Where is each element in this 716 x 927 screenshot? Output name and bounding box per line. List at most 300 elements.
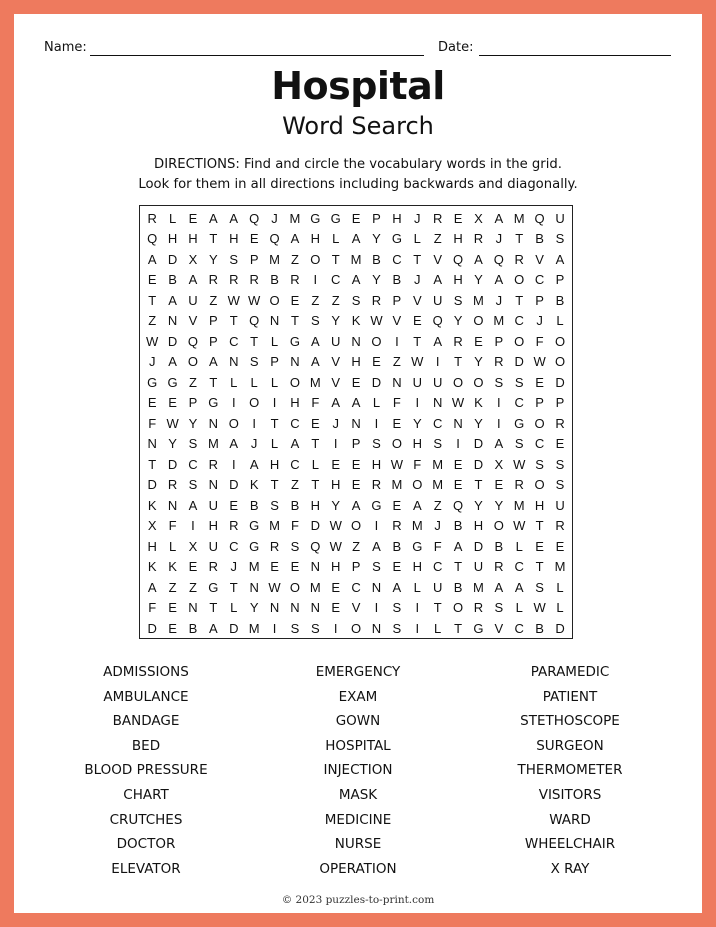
grid-letter[interactable]: H — [473, 518, 484, 534]
grid-letter[interactable]: Q — [249, 210, 260, 226]
grid-letter[interactable]: D — [229, 620, 239, 636]
grid-letter[interactable]: Z — [189, 579, 197, 595]
grid-letter[interactable]: O — [187, 354, 199, 370]
grid-letter[interactable]: E — [351, 456, 361, 472]
grid-letter[interactable]: L — [250, 374, 258, 390]
grid-letter[interactable]: I — [333, 436, 338, 452]
grid-letter[interactable]: N — [269, 600, 280, 616]
grid-letter[interactable]: S — [514, 374, 524, 390]
grid-letter[interactable]: E — [392, 415, 402, 431]
grid-letter[interactable]: W — [329, 538, 342, 554]
grid-letter[interactable]: A — [453, 538, 463, 554]
grid-letter[interactable]: N — [290, 600, 300, 616]
grid-letter[interactable]: Z — [168, 579, 177, 595]
grid-letter[interactable]: P — [535, 395, 544, 411]
grid-letter[interactable]: H — [412, 559, 422, 575]
grid-letter[interactable]: R — [494, 354, 504, 370]
grid-letter[interactable]: E — [453, 456, 463, 472]
grid-letter[interactable]: T — [413, 251, 422, 267]
grid-letter[interactable]: B — [392, 538, 402, 554]
grid-letter[interactable]: A — [392, 579, 402, 595]
grid-letter[interactable]: G — [473, 620, 484, 636]
grid-letter[interactable]: I — [191, 518, 195, 534]
grid-letter[interactable]: M — [309, 374, 321, 390]
grid-letter[interactable]: M — [473, 579, 484, 595]
grid-letter[interactable]: M — [493, 313, 505, 329]
grid-letter[interactable]: N — [269, 313, 280, 329]
grid-letter[interactable]: N — [249, 579, 259, 595]
grid-letter[interactable]: A — [433, 272, 442, 288]
grid-letter[interactable]: P — [209, 333, 218, 349]
grid-letter[interactable]: J — [148, 354, 156, 370]
grid-letter[interactable]: Q — [432, 313, 443, 329]
grid-letter[interactable]: H — [310, 231, 321, 247]
grid-letter[interactable]: Z — [290, 477, 299, 493]
grid-letter[interactable]: S — [270, 497, 279, 513]
grid-letter[interactable]: T — [311, 477, 320, 493]
grid-letter[interactable]: Y — [331, 497, 341, 513]
grid-letter[interactable]: G — [391, 231, 402, 247]
grid-letter[interactable]: Z — [189, 374, 197, 390]
grid-letter[interactable]: G — [289, 333, 300, 349]
grid-letter[interactable]: S — [433, 436, 442, 452]
grid-letter[interactable]: F — [311, 395, 320, 411]
grid-letter[interactable]: W — [329, 518, 342, 534]
grid-letter[interactable]: E — [249, 231, 259, 247]
grid-letter[interactable]: R — [371, 477, 382, 493]
grid-letter[interactable]: S — [290, 538, 300, 554]
grid-letter[interactable]: T — [148, 292, 157, 308]
grid-letter[interactable]: T — [474, 477, 483, 493]
grid-letter[interactable]: L — [556, 579, 564, 595]
grid-letter[interactable]: S — [494, 600, 504, 616]
grid-letter[interactable]: F — [413, 456, 422, 472]
grid-letter[interactable]: B — [249, 497, 259, 513]
grid-letter[interactable]: B — [168, 272, 177, 288]
grid-letter[interactable]: L — [434, 620, 442, 636]
grid-letter[interactable]: Q — [249, 313, 260, 329]
grid-letter[interactable]: E — [351, 210, 361, 226]
grid-letter[interactable]: X — [188, 538, 198, 554]
name-line[interactable] — [90, 55, 424, 56]
grid-letter[interactable]: D — [167, 333, 178, 349]
grid-letter[interactable]: E — [392, 497, 402, 513]
grid-letter[interactable]: M — [554, 559, 566, 575]
grid-letter[interactable]: F — [535, 333, 544, 349]
grid-letter[interactable]: I — [231, 456, 236, 472]
grid-letter[interactable]: C — [534, 272, 545, 288]
grid-letter[interactable]: G — [249, 538, 260, 554]
grid-letter[interactable]: N — [310, 559, 321, 575]
grid-letter[interactable]: O — [514, 272, 525, 288]
grid-letter[interactable]: A — [433, 333, 442, 349]
grid-letter[interactable]: I — [374, 518, 379, 534]
grid-letter[interactable]: G — [514, 415, 525, 431]
grid-letter[interactable]: T — [250, 333, 259, 349]
grid-letter[interactable]: T — [148, 456, 157, 472]
grid-letter[interactable]: H — [269, 456, 280, 472]
grid-letter[interactable]: C — [432, 559, 443, 575]
grid-letter[interactable]: N — [351, 333, 361, 349]
grid-letter[interactable]: T — [535, 518, 544, 534]
grid-letter[interactable]: O — [228, 415, 239, 431]
grid-letter[interactable]: H — [351, 354, 361, 370]
grid-letter[interactable]: C — [188, 456, 198, 472]
grid-letter[interactable]: C — [514, 559, 524, 575]
grid-letter[interactable]: N — [310, 600, 321, 616]
grid-letter[interactable]: L — [270, 333, 279, 349]
grid-letter[interactable]: Z — [209, 292, 218, 308]
grid-letter[interactable]: A — [555, 251, 565, 267]
grid-letter[interactable]: W — [268, 579, 281, 595]
grid-letter[interactable]: U — [432, 579, 443, 595]
grid-letter[interactable]: W — [513, 518, 526, 534]
grid-letter[interactable]: L — [230, 600, 238, 616]
grid-letter[interactable]: I — [456, 436, 460, 452]
grid-letter[interactable]: U — [331, 333, 341, 349]
grid-letter[interactable]: A — [310, 354, 320, 370]
grid-letter[interactable]: R — [514, 477, 524, 493]
grid-letter[interactable]: L — [413, 579, 421, 595]
grid-letter[interactable]: W — [411, 354, 424, 370]
grid-letter[interactable]: V — [392, 313, 402, 329]
grid-letter[interactable]: N — [208, 415, 219, 431]
grid-letter[interactable]: E — [392, 559, 402, 575]
grid-letter[interactable]: Q — [493, 251, 504, 267]
grid-letter[interactable]: B — [188, 620, 198, 636]
grid-letter[interactable]: A — [494, 436, 504, 452]
grid-letter[interactable]: D — [555, 374, 565, 390]
grid-letter[interactable]: A — [351, 272, 361, 288]
grid-letter[interactable]: X — [147, 518, 157, 534]
grid-letter[interactable]: E — [168, 620, 177, 636]
grid-letter[interactable]: S — [310, 313, 320, 329]
grid-letter[interactable]: J — [332, 415, 339, 431]
grid-letter[interactable]: M — [269, 251, 280, 267]
grid-letter[interactable]: Y — [372, 231, 381, 247]
grid-letter[interactable]: H — [208, 518, 219, 534]
grid-letter[interactable]: I — [497, 415, 501, 431]
grid-letter[interactable]: P — [392, 292, 402, 308]
grid-letter[interactable]: K — [147, 497, 157, 513]
grid-letter[interactable]: O — [412, 477, 423, 493]
grid-letter[interactable]: A — [209, 620, 218, 636]
grid-letter[interactable]: V — [535, 251, 544, 267]
grid-letter[interactable]: N — [208, 477, 219, 493]
grid-letter[interactable]: O — [554, 333, 566, 349]
grid-letter[interactable]: S — [372, 436, 381, 452]
grid-letter[interactable]: E — [351, 374, 361, 390]
grid-letter[interactable]: T — [515, 292, 524, 308]
grid-letter[interactable]: B — [372, 251, 381, 267]
grid-letter[interactable]: E — [147, 272, 157, 288]
grid-letter[interactable]: V — [494, 620, 504, 636]
grid-letter[interactable]: Q — [534, 210, 545, 226]
grid-letter[interactable]: R — [229, 272, 239, 288]
grid-letter[interactable]: F — [168, 518, 177, 534]
grid-letter[interactable]: Z — [392, 354, 401, 370]
grid-letter[interactable]: A — [351, 395, 361, 411]
grid-letter[interactable]: A — [372, 538, 381, 554]
grid-letter[interactable]: T — [209, 374, 218, 390]
grid-letter[interactable]: R — [473, 231, 484, 247]
grid-letter[interactable]: D — [473, 436, 484, 452]
grid-letter[interactable]: M — [289, 210, 301, 226]
grid-letter[interactable]: U — [473, 559, 484, 575]
grid-letter[interactable]: D — [167, 251, 178, 267]
grid-letter[interactable]: S — [453, 292, 463, 308]
grid-letter[interactable]: H — [188, 231, 198, 247]
grid-letter[interactable]: E — [474, 333, 483, 349]
grid-letter[interactable]: K — [147, 559, 157, 575]
grid-letter[interactable]: T — [290, 313, 299, 329]
grid-letter[interactable]: U — [432, 374, 443, 390]
grid-letter[interactable]: I — [313, 272, 318, 288]
grid-letter[interactable]: M — [513, 210, 525, 226]
grid-letter[interactable]: B — [270, 272, 279, 288]
grid-letter[interactable]: C — [392, 251, 402, 267]
grid-letter[interactable]: E — [310, 415, 320, 431]
grid-letter[interactable]: O — [351, 620, 362, 636]
grid-letter[interactable]: Y — [249, 600, 259, 616]
grid-letter[interactable]: C — [229, 538, 239, 554]
grid-letter[interactable]: I — [272, 395, 277, 411]
grid-letter[interactable]: N — [167, 497, 178, 513]
grid-letter[interactable]: A — [209, 210, 218, 226]
grid-letter[interactable]: W — [248, 292, 261, 308]
grid-letter[interactable]: H — [147, 538, 157, 554]
grid-letter[interactable]: S — [351, 292, 361, 308]
grid-letter[interactable]: S — [229, 251, 239, 267]
grid-letter[interactable]: Q — [147, 231, 158, 247]
grid-letter[interactable]: T — [331, 251, 340, 267]
grid-letter[interactable]: T — [209, 231, 218, 247]
grid-letter[interactable]: Y — [372, 272, 381, 288]
grid-letter[interactable]: W — [146, 333, 159, 349]
grid-letter[interactable]: E — [290, 292, 300, 308]
grid-letter[interactable]: I — [415, 600, 420, 616]
grid-letter[interactable]: L — [270, 436, 279, 452]
grid-letter[interactable]: Y — [188, 415, 198, 431]
grid-letter[interactable]: R — [555, 518, 565, 534]
grid-letter[interactable]: Z — [352, 538, 361, 554]
grid-letter[interactable]: L — [332, 231, 340, 247]
grid-letter[interactable]: D — [229, 477, 239, 493]
grid-letter[interactable]: P — [372, 210, 381, 226]
grid-letter[interactable]: I — [415, 395, 420, 411]
grid-letter[interactable]: B — [453, 579, 463, 595]
grid-letter[interactable]: W — [451, 395, 465, 411]
grid-letter[interactable]: F — [290, 518, 299, 534]
grid-letter[interactable]: M — [473, 292, 484, 308]
grid-letter[interactable]: H — [453, 231, 463, 247]
grid-letter[interactable]: A — [351, 231, 361, 247]
grid-letter[interactable]: F — [148, 415, 157, 431]
grid-letter[interactable]: C — [514, 395, 524, 411]
grid-letter[interactable]: E — [188, 559, 198, 575]
grid-letter[interactable]: Y — [412, 415, 422, 431]
grid-letter[interactable]: J — [495, 231, 503, 247]
grid-letter[interactable]: X — [494, 456, 504, 472]
grid-letter[interactable]: V — [351, 600, 361, 616]
grid-letter[interactable]: B — [555, 292, 565, 308]
grid-letter[interactable]: H — [371, 456, 382, 472]
grid-letter[interactable]: Z — [331, 292, 340, 308]
grid-letter[interactable]: L — [556, 600, 564, 616]
grid-letter[interactable]: I — [415, 620, 420, 636]
grid-letter[interactable]: M — [411, 518, 423, 534]
grid-letter[interactable]: E — [535, 374, 544, 390]
grid-letter[interactable]: A — [331, 395, 341, 411]
grid-letter[interactable]: C — [514, 313, 524, 329]
grid-letter[interactable]: T — [311, 436, 320, 452]
grid-letter[interactable]: Y — [474, 497, 483, 513]
grid-letter[interactable]: F — [392, 395, 401, 411]
grid-letter[interactable]: E — [535, 538, 544, 554]
grid-letter[interactable]: A — [229, 210, 239, 226]
grid-letter[interactable]: E — [168, 395, 177, 411]
grid-letter[interactable]: H — [331, 559, 341, 575]
grid-letter[interactable]: S — [290, 620, 300, 636]
grid-letter[interactable]: Q — [452, 497, 464, 513]
grid-letter[interactable]: D — [147, 477, 157, 493]
grid-letter[interactable]: A — [474, 251, 483, 267]
grid-letter[interactable]: O — [391, 436, 402, 452]
grid-letter[interactable]: A — [168, 354, 177, 370]
grid-letter[interactable]: V — [331, 354, 341, 370]
grid-letter[interactable]: N — [392, 374, 402, 390]
grid-letter[interactable]: B — [535, 231, 544, 247]
grid-letter[interactable]: E — [351, 477, 361, 493]
grid-letter[interactable]: K — [351, 313, 361, 329]
grid-letter[interactable]: E — [453, 210, 463, 226]
grid-letter[interactable]: I — [435, 354, 440, 370]
grid-letter[interactable]: T — [209, 600, 218, 616]
grid-letter[interactable]: O — [534, 415, 545, 431]
grid-letter[interactable]: A — [147, 251, 157, 267]
grid-letter[interactable]: I — [374, 600, 379, 616]
grid-letter[interactable]: R — [208, 559, 219, 575]
grid-letter[interactable]: R — [147, 210, 157, 226]
grid-letter[interactable]: O — [514, 333, 525, 349]
grid-letter[interactable]: T — [413, 333, 422, 349]
grid-letter[interactable]: H — [167, 231, 178, 247]
grid-letter[interactable]: B — [453, 518, 463, 534]
grid-letter[interactable]: M — [269, 518, 280, 534]
grid-letter[interactable]: R — [208, 272, 219, 288]
grid-letter[interactable]: A — [188, 497, 198, 513]
grid-letter[interactable]: W — [533, 354, 546, 370]
grid-letter[interactable]: Y — [474, 415, 483, 431]
grid-letter[interactable]: F — [148, 600, 157, 616]
grid-letter[interactable]: T — [535, 559, 544, 575]
grid-letter[interactable]: C — [432, 415, 443, 431]
grid-letter[interactable]: P — [249, 251, 259, 267]
grid-letter[interactable]: P — [188, 395, 198, 411]
grid-letter[interactable]: S — [555, 456, 565, 472]
grid-letter[interactable]: Y — [474, 354, 483, 370]
grid-letter[interactable]: R — [229, 518, 239, 534]
grid-letter[interactable]: M — [350, 251, 362, 267]
grid-letter[interactable]: O — [371, 333, 382, 349]
grid-letter[interactable]: R — [473, 600, 484, 616]
grid-letter[interactable]: H — [229, 231, 239, 247]
grid-letter[interactable]: N — [351, 415, 361, 431]
grid-letter[interactable]: D — [473, 538, 484, 554]
grid-letter[interactable]: S — [372, 559, 381, 575]
grid-letter[interactable]: H — [534, 497, 545, 513]
grid-letter[interactable]: U — [555, 497, 565, 513]
grid-letter[interactable]: N — [290, 354, 300, 370]
grid-letter[interactable]: E — [555, 538, 565, 554]
grid-letter[interactable]: E — [168, 600, 177, 616]
grid-letter[interactable]: L — [556, 313, 564, 329]
grid-letter[interactable]: L — [413, 231, 421, 247]
grid-letter[interactable]: T — [229, 313, 238, 329]
grid-letter[interactable]: A — [249, 456, 259, 472]
grid-letter[interactable]: G — [147, 374, 158, 390]
grid-letter[interactable]: D — [473, 456, 484, 472]
grid-letter[interactable]: T — [454, 620, 463, 636]
grid-letter[interactable]: I — [272, 620, 277, 636]
grid-letter[interactable]: Z — [433, 231, 442, 247]
grid-letter[interactable]: G — [371, 497, 382, 513]
grid-letter[interactable]: J — [414, 272, 421, 288]
grid-letter[interactable]: O — [493, 518, 504, 534]
grid-letter[interactable]: A — [310, 333, 320, 349]
grid-letter[interactable]: R — [555, 415, 565, 431]
grid-letter[interactable]: S — [555, 477, 565, 493]
grid-letter[interactable]: C — [534, 436, 545, 452]
grid-letter[interactable]: S — [188, 436, 198, 452]
grid-letter[interactable]: A — [494, 272, 504, 288]
grid-letter[interactable]: G — [167, 374, 178, 390]
date-line[interactable] — [479, 55, 671, 56]
grid-letter[interactable]: H — [331, 477, 341, 493]
grid-letter[interactable]: R — [392, 518, 402, 534]
grid-letter[interactable]: V — [331, 374, 341, 390]
grid-letter[interactable]: J — [250, 436, 258, 452]
grid-letter[interactable]: A — [494, 210, 504, 226]
grid-letter[interactable]: A — [494, 579, 504, 595]
grid-letter[interactable]: A — [147, 579, 157, 595]
grid-letter[interactable]: G — [208, 395, 219, 411]
grid-letter[interactable]: M — [391, 477, 403, 493]
grid-letter[interactable]: N — [371, 620, 382, 636]
grid-letter[interactable]: I — [374, 415, 379, 431]
grid-letter[interactable]: A — [290, 231, 300, 247]
grid-letter[interactable]: O — [534, 477, 545, 493]
grid-letter[interactable]: T — [454, 354, 463, 370]
grid-letter[interactable]: L — [230, 374, 238, 390]
grid-letter[interactable]: D — [371, 374, 382, 390]
grid-letter[interactable]: T — [229, 579, 238, 595]
grid-letter[interactable]: K — [474, 395, 483, 411]
grid-letter[interactable]: L — [168, 538, 177, 554]
grid-letter[interactable]: V — [188, 313, 198, 329]
grid-letter[interactable]: N — [188, 600, 198, 616]
grid-letter[interactable]: S — [535, 579, 544, 595]
grid-letter[interactable]: J — [230, 559, 237, 575]
grid-letter[interactable]: B — [392, 272, 402, 288]
grid-letter[interactable]: L — [515, 538, 523, 554]
grid-letter[interactable]: R — [453, 333, 463, 349]
grid-letter[interactable]: M — [432, 456, 444, 472]
grid-letter[interactable]: M — [432, 477, 444, 493]
grid-letter[interactable]: A — [209, 354, 218, 370]
grid-letter[interactable]: W — [533, 600, 546, 616]
grid-letter[interactable]: M — [513, 497, 525, 513]
